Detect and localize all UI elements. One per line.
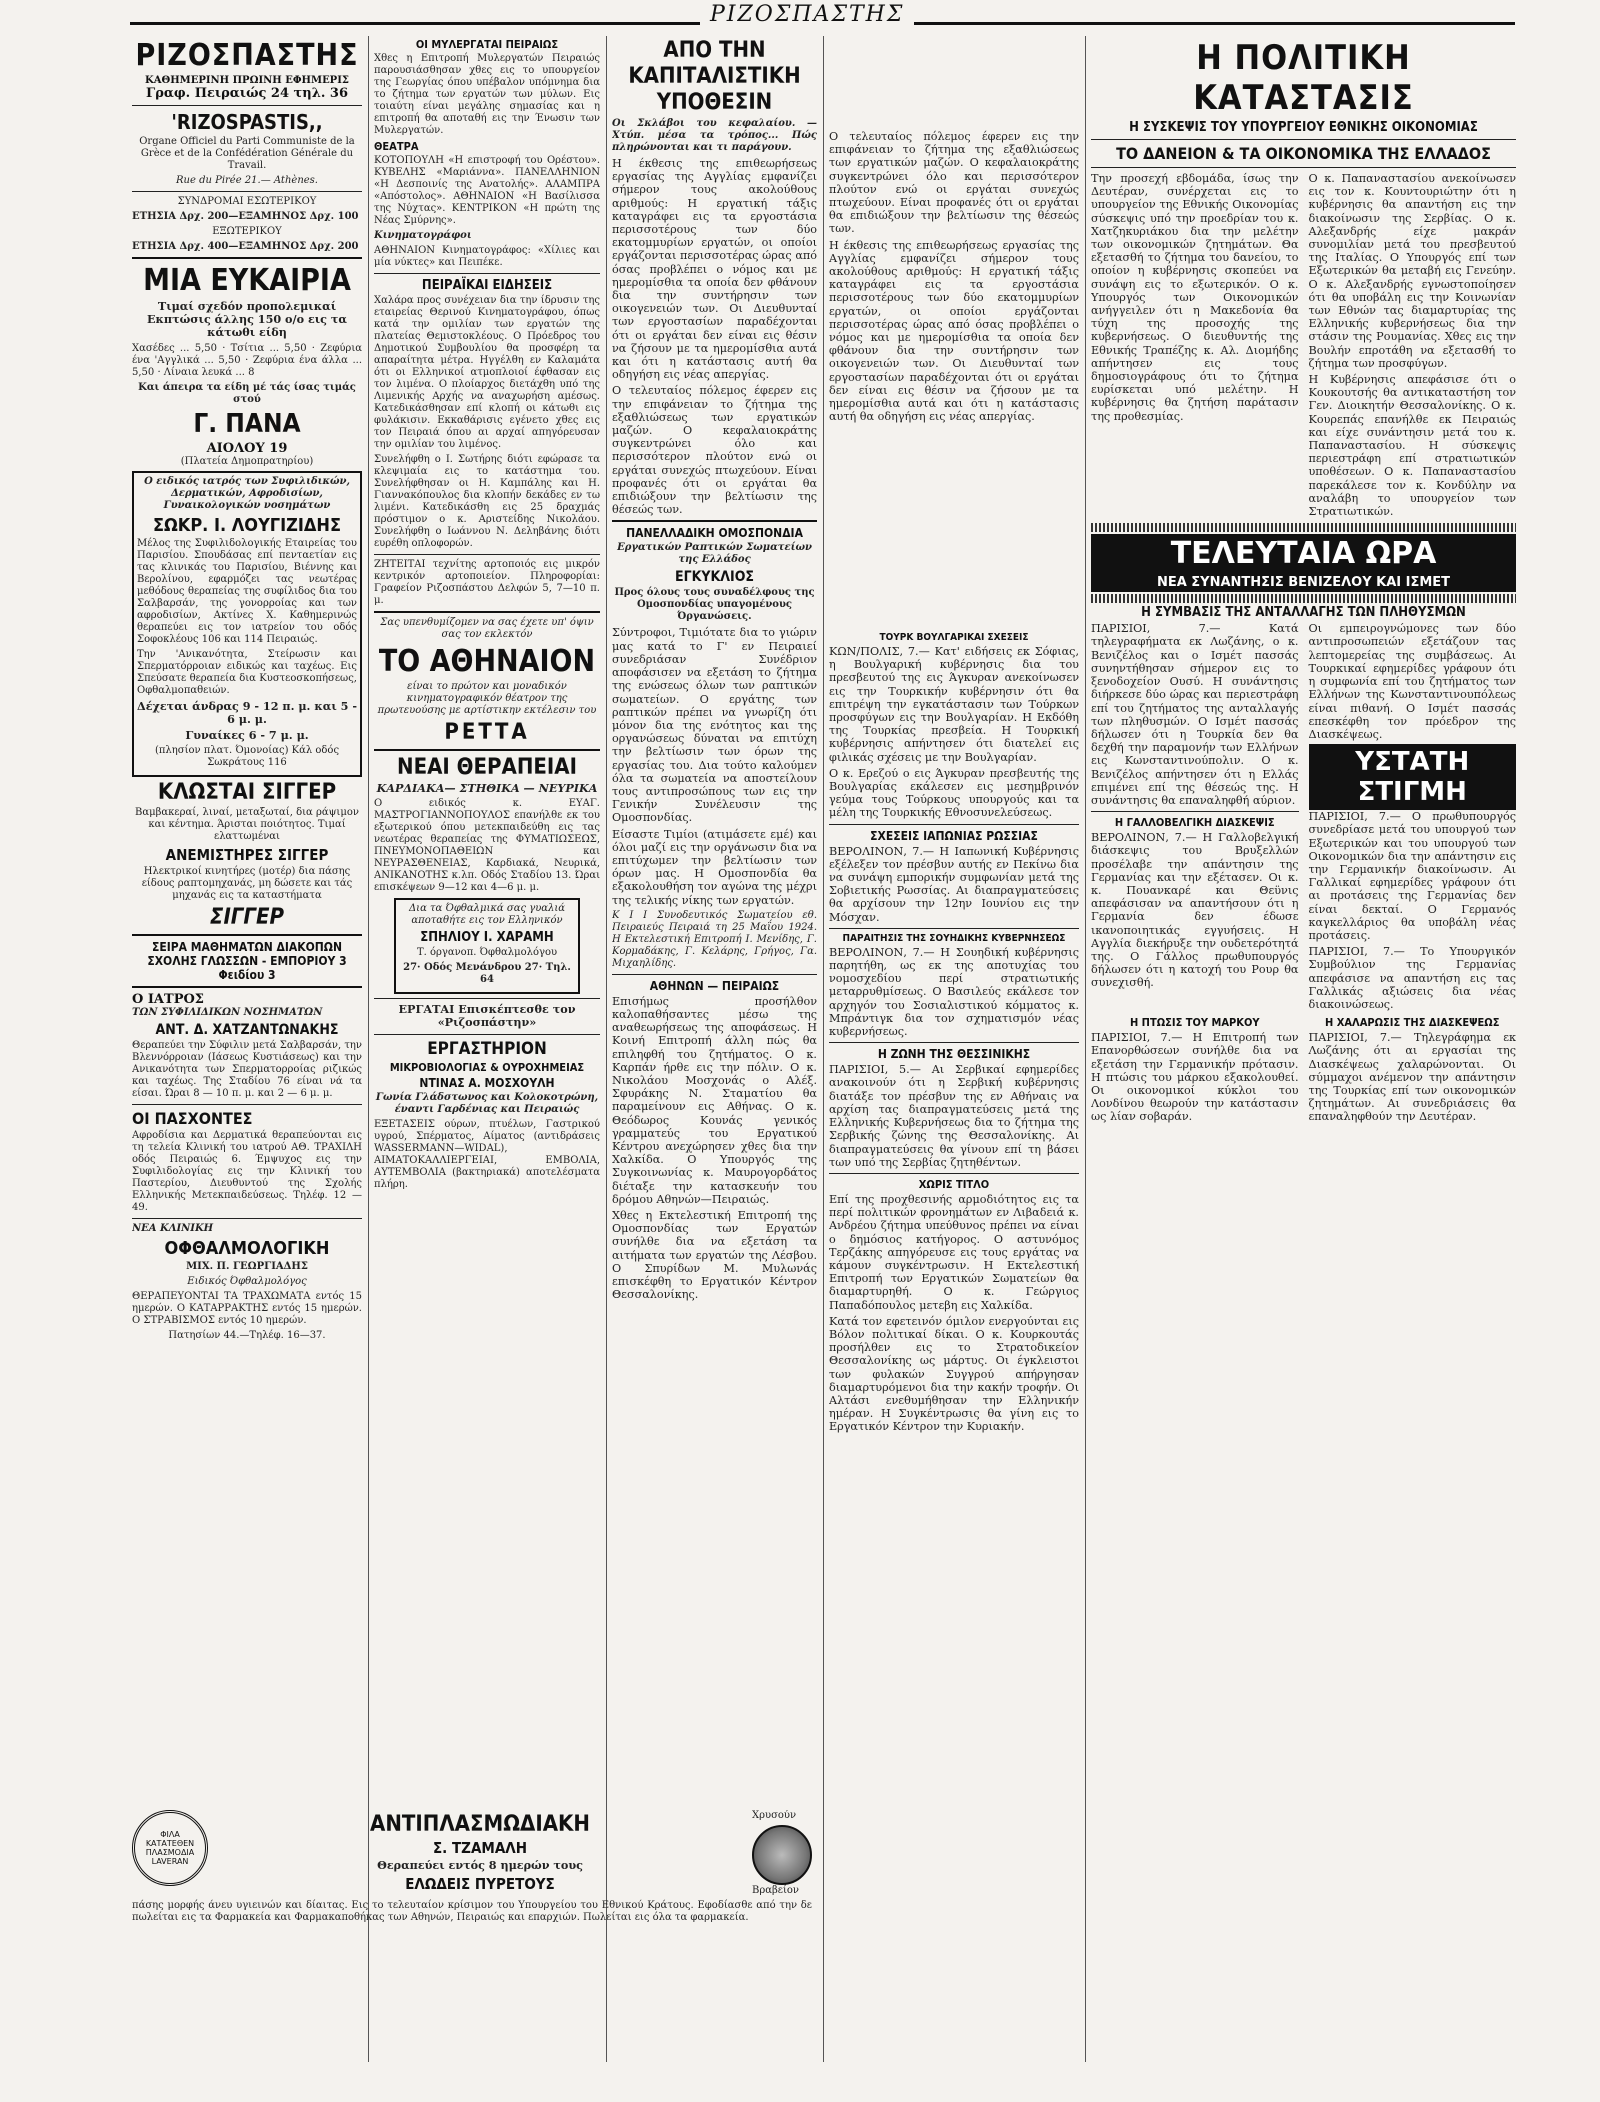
capitalist-continued-2: Η έκθεσις της επιθεωρήσεως εργασίας της Αγγλίας εμφανίζει σήμερον τους ακολούθους αριθμούς: Η εργατική τάξις καταγράφει εις τα εργοστάσια περισσοτέρους των δύο εκατομμυρίων εργατών, οι οποίοι εργάζονται περισσοτέρας ώρας από όσας προβλέπει ο νόμος και με ημερομίσθια τα οποία δεν φθάνουν δια την συντήρησιν των οικογενειών των. Οι Διευθυνταί των εργοστασίων παραδέχονται ότι οι εργάται δεν είναι εις θέσιν να ζήσουν με τα ημερομίσθια αυτά και ότι η κατάστασις αυτή θα οδηγήση εις νέας απεργίας. (829, 238, 1079, 424)
ad1-items: Χασέδες ... 5,50 · Τσίτια ... 5,50 · Ζεφύρια ένα 'Αγγλικά ... 5,50 · Ζεφύρια ένα άλλα ... 5,50 · Λίναια λευκά ... 8 (132, 342, 362, 378)
workers-ad: ΕΡΓΑΤΑΙ Επισκέπτεσθε τον «Ριζοσπάστην» (398, 1002, 576, 1030)
ad-text: Θεραπεύει εντός 8 ημερών τους (377, 1858, 583, 1872)
ad2-more: Την 'Ανικανότητα, Στείρωσιν και Σπερματόρροιαν ειδικώς και ταχέως. Εις Σπεύσατε θεραπεία δια Κυστεοσκοπήσεως, Οφθαλμοπαθειών. (137, 648, 357, 696)
cinema-heading: Κινηματογράφοι (374, 230, 472, 241)
untitled-text-2: Κατά τον εφετεινόν όμιλον ενεργούνται εις Βόλον πολιτικαί δίκαι. Ο κ. Κουρκουτάς προσήλθεν εις το Στρατοδικείον Θεσσαλονίκης ως μάρτυς. Οι έγκλειστοι των φυλακών Συγγρού απήργησαν διαμαρτυρόμενοι δια την κακήν τροφήν. Οι Αλτάσι ενεθυμήθησαν την Ελληνικήν ημέραν. Η Συγκέντρωσις θα γίνη εις το Εργατικόν Κέντρον την Κυριακήν. (829, 1314, 1079, 1434)
athens-heading: ΑΘΗΝΩΝ — ΠΕΙΡΑΙΩΣ (649, 978, 780, 993)
capitalist-continued: Ο τελευταίος πόλεμος έφερεν εις την επιφάνειαν το ζήτημα της εξαθλιώσεως των εργατικών μαζών. Ο κεφαλαιοκράτης συγκεντρώνει όλο και περισσότερον πλούτον ενώ οι εργάται συνεχώς πτωχεύουν. Είναι προφανές ότι οι εργάται θα επιδιώξουν την βελτίωσιν της θέσεώς των. (829, 130, 1079, 236)
column-5 (1091, 36, 1516, 1952)
want-ad: ΖΗΤΕΙΤΑΙ τεχνίτης αρτοποιός εις μικρόν κεντρικόν αρτοποιείον. Πληροφορίαι: Γραφείον Ριζοσπάστου Δελφών 5, 7—10 π. μ. (374, 559, 600, 606)
capitalist-subtitle: Οι Σκλάβοι του κεφαλαίου. — Χτύπ. μέσα τα τρόπος... Πώς πληρώνονται και τι παράγουν. (612, 118, 817, 153)
federation-sub: Εργατικών Ραπτικών Σωματείων της Ελλάδος (617, 542, 812, 566)
circular-text: Σύντροφοι, Τιμιότατε δια το γιώριν μας κατά το Γ' εν Πειραιεί συνεδριάσαν Συνέδριον αποφάσισεν να εξετάση το ζήτημα της ενώσεως όλων των ραπτικών σωματείων. Ο εργάτης των ραπτικών πρέπει να γνωρίζη ότι μόνον δια της ενότητος και της οργανώσεως δύναται να επιτύχη την βελτίωσιν των όρων της εργασίας του. Δια τούτο καλούμεν όλα τα σωματεία να αποστείλουν τους αντιπροσώπους των εις την Γενικήν Συνέλευσιν της Ομοσπονδίας. (612, 626, 817, 825)
politics-title: Η ΠΟΛΙΤΙΚΗ ΚΑΤΑΣΤΑΣΙΣ (1193, 38, 1414, 118)
ad6-text: Αφροδίσια και Δερματικά θεραπεύονται εις τη τελεία Κλινική του ιατρού ΑΘ. ΤΡΑΧΙΛΗ οδός Πειραιώς 6. Έμψυχος εις την Συφιλιδολογίας εις την Κλινική του Παστερίου, Διευθυντού της Σχολής Ελληνικής Μετεκπαιδεύσεως. Τηλέφ. 12 — 49. (132, 1130, 362, 1214)
seal-icon: ΦΙΛΑ ΚΑΤΑΤΕΘΕΝ ΠΛΑΣΜΟΔΙΑ LAVERAN (132, 1810, 208, 1886)
ad2-intro: Ο ειδικός ιατρός των Συφιλιδικών, Δερματικών, Αφροδισίων, Γυναικολογικών νοσημάτων (144, 475, 350, 511)
ad1-shop: Γ. ΠΑΝΑ (193, 408, 301, 439)
subs-interior-line: ΕΤΗΣΙΑ Δρχ. 200—ΕΞΑΜΗΝΟΣ Δρχ. 100 (132, 211, 359, 222)
ad7-label: ΝΕΑ ΚΛΙΝΙΚΗ (132, 1223, 214, 1235)
exchange-heading: Η ΣΥΜΒΑΣΙΣ ΤΗΣ ΑΝΤΑΛΛΑΓΗΣ ΤΩΝ ΠΛΗΘΥΣΜΩΝ (1141, 605, 1466, 621)
medal-icon (752, 1825, 812, 1885)
lab-sub: ΜΙΚΡΟΒΙΟΛΟΓΙΑΣ & ΟΥΡΟΧΗΜΕΙΑΣ (389, 1060, 585, 1074)
capitalist-text: Η έκθεσις της επιθεωρήσεως εργασίας της Αγγλίας εμφανίζει σήμερον τους ακολούθους αριθμούς: Η εργατική τάξις καταγράφει εις τα εργοστάσια περισσοτέρους των δύο εκατομμυρίων εργατών, οι οποίοι εργάζονται περισσοτέρας ώρας από όσας προβλέπει ο νόμος και με ημερομίσθια τα οποία δεν φθάνουν δια την συντήρησιν των οικογενειών των. Οι Διευθυνταί των εργοστασίων παραδέχονται ότι οι εργάται δεν είναι εις θέσιν να ζήσουν με τα ημερομίσθια αυτά και ότι η κατάστασις αυτή θα οδηγήση εις νέας απεργίας. (612, 157, 817, 382)
last-hour-sub: ΝΕΑ ΣΥΝΑΝΤΗΣΙΣ ΒΕΝΙΖΕΛΟΥ ΚΑΙ ΙΣΜΕΤ (1091, 573, 1516, 592)
confer-heading: Η ΧΑΛΑΡΩΣΙΣ ΤΗΣ ΔΙΑΣΚΕΨΕΩΣ (1325, 1016, 1500, 1030)
ad3-title: ΚΛΩΣΤΑΙ ΣΙΓΓΕΡ (157, 780, 337, 806)
foreign-address: Rue du Pirée 21.— Athènes. (176, 175, 318, 186)
ad5-name: ΑΝΤ. Δ. ΧΑΤΖΑΝΤΩΝΑΚΗΣ (155, 1022, 339, 1039)
politics-text-b: Ο κ. Παπαναστασίου ανεκοίνωσεν εις τον κ. Κουντουριώτην ότι η κυβέρνησις θα απαντήση εις την διακοίνωσιν της Σερβίας. Ο κ. Αλεξανδρής είχε μακράν συνομιλίαν μετά του πρεσβευτού της Ιταλίας. Ο Υπουργός επί των Εξωτερικών θα μεταβή εις Γενεύην. Ο κ. Αλεξανδρής εγνωστοποίησεν ότι θα υποβάλη εις την Κοινωνίαν των Εθνών τας διαμαρτυρίας της Ελληνικής κυβερνήσεως δια την στάσιν της Ρουμανίας. Χθες εις την Βουλήν επροτάθη να εξετασθή το ζήτημα των προσφύγων. (1308, 172, 1516, 370)
ad7-text: ΘΕΡΑΠΕΥΟΝΤΑΙ ΤΑ ΤΡΑΧΩΜΑΤΑ εντός 15 ημερών. Ο ΚΑΤΑΡΡΑΚΤΗΣ εντός 15 ημερών. Ο ΣΤΡΑΒΙΣΜΟΣ εντός 10 ημερών. (132, 1291, 362, 1327)
ad5-text: Θεραπεύει την Σύφιλιν μετά Σαλβαρσάν, την Βλεννόρροιαν (Ιάσεως Κυστιάσεως) και την Ανικανότητα των Σπερματορροίας ριζικώς και ταχέως. Της Σταδίου 76 είναι νά τα είσαι. Ώραι 8 — 10 π. μ. και 2 — 6 μ. μ. (132, 1040, 362, 1100)
circular-sign: Κ Ι Ι Συνοδευτικός Σωματείου εθ. Πειραιεύς Πειραιά τη 25 Μαΐου 1924. Η Εκτελεστική Επιτροπή Ι. Μενίδης, Γ. Κορμαδάκης, Γ. Κελάρης, Γρήγος, Γα. Μιχαηλίδης. (612, 909, 817, 969)
medal-label-2: Βραβείον (752, 1885, 799, 1896)
gb-text: ΒΕΡΟΛΙΝΟΝ, 7.— Η Γαλλοβελγική διάσκεψις του Βρυξελλών προσέλαβε την απάντησιν της Γερμανίας και την εξέτασεν. Οι κ. κ. Πουανκαρέ και Θεϋνις απεφάσισαν να απαντήσουν ότι η Γερμανία δεν έδωσε ικανοποιητικάς εγγυήσεις. Η Αγγλία διεκήρυξε την ουδετερότητά της. Ο Γάλλος πρωθυπουργός δήλωσεν ότι η κατοχή του Ρουρ θα συνεχισθή. (1091, 831, 1299, 990)
column-rule (606, 36, 607, 2062)
glasses-name: ΣΠΗΛΙΟΥ Ι. ΧΑΡΑΜΗ (420, 930, 554, 946)
athenaion-name: ΡΕΤΤΑ (444, 720, 530, 745)
foreign-name: 'RIZOSPASTIS,, (171, 110, 323, 134)
cinema-text: ΑΘΗΝΑΙΟΝ Κινηματογράφος: «Χίλιες και μία νύκτες» και Πειπέκε. (374, 245, 600, 268)
ad6-title: ΟΙ ΠΑΣΧΟΝΤΕΣ (132, 1109, 253, 1129)
last-hour-banner: ΤΕΛΕΥΤΑΙΑ ΩΡΑ (1091, 534, 1516, 573)
column-rule (823, 36, 824, 2062)
ad1-address2: (Πλατεία Δημοπρατηρίου) (180, 455, 314, 467)
ad1-more: Και άπειρα τα είδη μέ τάς ίσας τιμάς στού (138, 381, 356, 405)
column-3b (829, 130, 1079, 620)
lab-address: Γωνία Γλάδστωνος και Κολοκοτρώνη, έναντι Γαρδένιας και Πειραιώς (375, 1091, 599, 1115)
workers-heading: ΟΙ ΜΥΛΕΡΓΑΤΑΙ ΠΕΙΡΑΙΩΣ (415, 38, 559, 51)
gb-heading: Η ΓΑΛΛΟΒΕΛΓΙΚΗ ΔΙΑΣΚΕΨΙΣ (1114, 816, 1275, 830)
therapies-title: ΝΕΑΙ ΘΕΡΑΠΕΙΑΙ (397, 755, 577, 780)
piraeus-heading: ΠΕΙΡΑΪΚΑΙ ΕΙΔΗΣΕΙΣ (421, 278, 553, 293)
ad1-title: ΜΙΑ ΕΥΚΑΙΡΙΑ (143, 263, 351, 298)
paper-address: Γραφ. Πειραιώς 24 τηλ. 36 (146, 86, 348, 101)
last-moment-text: ΠΑΡΙΣΙΟΙ, 7.— Ο πρωθυπουργός συνεδρίασε μετά του υπουργού των Εξωτερικών και του υπουργού των Οικονομικών δια την απάντησιν εις την Γερμανικήν διακοίνωσιν. Αι Γαλλικαί εφημερίδες γράφουν ότι αι προτάσεις της Γερμανίας δεν είναι δεκταί. Ο Γερμανός καγκελλάριος θα υποβάλη νέας προτάσεις. (1308, 810, 1516, 942)
lab-text: ΕΞΕΤΑΣΕΙΣ ούρων, πτυέλων, Γαστρικού υγρού, Σπέρματος, Αίματος (αντιδράσεις WASSERMANN—WIDAL), ΑΙΜΑΤΟΚΑΛΛΙΕΡΓΕΙΑΙ, ΕΜΒΟΛΙΑ, ΑΥΤΕΜΒΟΛΙΑ (βακτηριακά) αποτελέσματα πλήρη. (374, 1118, 600, 1190)
last-moment-banner: ΥΣΤΑΤΗ ΣΤΙΓΜΗ (1309, 744, 1517, 810)
workers-text: Χθες η Επιτροπή Μυλεργατών Πειραιώς παρουσιάσθησαν χθες εις το υπουργείον της Γεωργίας όπου υπέβαλον υπόμνημα δια το ζήτημα των εργατών των μύλων. Εις τοιαύτη είναι μεγάλης σημασίας και η επιτροπή θα αποταθή εις την Ένωσιν των Μυλεργατών. (374, 53, 600, 136)
federation-heading: ΠΑΝΕΛΛΑΔΙΚΗ ΟΜΟΣΠΟΝΔΙΑ (626, 526, 803, 541)
paper-name: ΡΙΖΟΣΠΑΣΤΗΣ (135, 38, 359, 73)
column-rule (368, 36, 369, 2062)
politics-text-a: Την προσεχή εβδομάδα, ίσως την Δευτέραν, συνέρχεται εις το υπουργείον της Εθνικής Οικονομίας σύσκεψις υπό την προεδρίαν του κ. Χατζηκυριάκου δια την μελέτην των οικονομικών ζητημάτων. Θα εξετασθή το ζήτημα του δανείου, το οποίον η κυβέρνησις σκοπεύει να συνάψη εις το εξωτερικόν. Ο κ. Υπουργός των Οικονομικών ανήγγειλεν ότι η Μακεδονία θα τύχη της προσοχής της κυβερνήσεως. Ο διευθυντής της Εθνικής Τραπέζης κ. Αλ. Διομήδης απήντησεν εις τους δημοσιογράφους ότι το ζήτημα ευρίσκεται υπό μελέτην. Η κυβέρνησις θα ζητήση παράτασιν της προθεσμίας. (1091, 172, 1299, 423)
capitalist-text-2: Ο τελευταίος πόλεμος έφερεν εις την επιφάνειαν το ζήτημα της εξαθλιώσεως των εργατικών μαζών. Ο κεφαλαιοκράτης συγκεντρώνει όλο και περισσότερον πλούτον ενώ οι εργάται συνεχώς πτωχεύουν. Είναι προφανές ότι οι εργάται θα επιδιώξουν την βελτίωσιν της θέσεώς των. (612, 384, 817, 517)
therapies-sub: ΚΑΡΔΙΑΚΑ— ΣΤΗΘΙΚΑ — ΝΕΥΡΙΚΑ (376, 781, 598, 795)
glasses-text: Δια τα Όφθαλμικά σας γυαλιά αποταθήτε εις τον Ελληνικόν (408, 903, 566, 927)
mark-heading: Η ΠΤΩΣΙΣ ΤΟΥ ΜΑΡΚΟΥ (1129, 1016, 1260, 1030)
politics-subtitle: Η ΣΥΣΚΕΨΙΣ ΤΟΥ ΥΠΟΥΡΓΕΙΟΥ ΕΘΝΙΚΗΣ ΟΙΚΟΝΟΜΙΑΣ (1129, 120, 1478, 135)
japan-heading: ΣΧΕΣΕΙΣ ΙΑΠΩΝΙΑΣ ΡΩΣΣΙΑΣ (870, 828, 1038, 843)
exchange-text: ΠΑΡΙΣΙΟΙ, 7.— Κατά τηλεγραφήματα εκ Λωζάνης, ο κ. Βενιζέλος και ο Ισμέτ πασσάς συνηντήθησαν σήμερον εις το ξενοδοχείον Ουσύ. Η συνάντησις διήρκεσε δύο ώρας και περιεστράφη επί του ζητήματος της ανταλλαγής των πληθυσμών. Ο Ισμέτ πασσάς δήλωσεν ότι η Τουρκία δεν θα δεχθή την παραμονήν των Ελλήνων εις Κωνσταντινούπολιν. Ο κ. Βενιζέλος απήντησεν ότι η Ελλάς επιμένει επί της θέσεώς της. Η συνάντησις θα επαναληφθή αύριον. (1091, 622, 1299, 807)
ad5-spec: ΤΩΝ ΣΥΦΙΛΙΔΙΚΩΝ ΝΟΣΗΜΑΤΩΝ (132, 1007, 323, 1019)
athenaion-title: ΤΟ ΑΘΗΝΑΙΟΝ (378, 644, 596, 679)
subs-interior: ΣΥΝΔΡΟΜΑΙ ΕΣΩΤΕΡΙΚΟΥ (177, 196, 317, 207)
lab-name: ΝΤΙΝΑΣ Α. ΜΟΣΧΟΥΛΗ (419, 1075, 555, 1090)
turkbulg-heading: ΤΟΥΡΚ ΒΟΥΛΓΑΡΙΚΑΙ ΣΧΕΣΕΙΣ (879, 632, 1029, 643)
theatre-text: ΚΟΤΟΠΟΥΛΗ «Η επιστροφή του Ορέστου». ΚΥΒΕΛΗΣ «Μαριάννα». ΠΑΝΕΛΛΗΝΙΟΝ «Η Δεσποινίς της Ανατολής». ΑΛΑΜΠΡΑ «Απόστολος». ΑΘΗΝΑΙΟΝ «Η Βασίλισσα της Νύχτας». ΚΕΝΤΡΙΚΟΝ «Η πρώτη της Νέας Σμύρνης». (374, 155, 600, 226)
ad-text-2: ΕΛΩΔΕΙΣ ΠΥΡΕΤΟΥΣ (405, 1875, 555, 1894)
ad7-sub: Ειδικός Όφθαλμολόγος (187, 1276, 307, 1288)
ad5-label: Ο ΙΑΤΡΟΣ (132, 992, 204, 1008)
circular-sub: Προς όλους τους συναδέλφους της Ομοσπονδίας υπαγομένους Όργανώσεις. (614, 587, 815, 623)
ad7-doctor: ΜΙΧ. Π. ΓΕΩΡΓΙΑΔΗΣ (186, 1261, 308, 1273)
column-4 (829, 630, 1079, 2012)
subs-exterior: ΕΞΩΤΕΡΙΚΟΥ (212, 226, 282, 237)
glasses-address: 27· Οδός Μενάνδρου 27· Τηλ. 64 (403, 962, 571, 986)
ad1-text: Τιμαί σχεδόν προπολεμικαί Εκπτώσις άλλης 150 ο/ο εις τα κάτωθι είδη (147, 299, 347, 340)
theatre-heading: ΘΕΑΤΡΑ (374, 140, 419, 153)
ad2-box (132, 471, 362, 778)
last-moment-text-2: ΠΑΡΙΣΙΟΙ, 7.— Το Υπουργικόν Συμβούλιον της Γερμανίας απεφάσισε να απαντήση εις τας Γαλλικάς αξιώσεις δια νέας διακοινώσεως. (1308, 945, 1516, 1011)
sweden-text: ΒΕΡΟΛΙΝΟΝ, 7.— Η Σουηδική κυβέρνησις παρητήθη, ως εκ της αποτυχίας του νομοσχεδίου περί στρατιωτικής μεταρρυθμίσεως. Ο Βασιλεύς εκάλεσε τον αρχηγόν του Σοσιαλιστικού κόμματος κ. Μπράντιγκ δια τον σχηματισμόν νέας κυβερνήσεως. (829, 945, 1079, 1039)
ad2-hours2: Γυναίκες 6 - 7 μ. μ. (185, 728, 309, 743)
ad1-address: ΑΙΟΛΟΥ 19 (206, 440, 288, 456)
column-rule (1085, 36, 1086, 2062)
japan-text: ΒΕΡΟΛΙΝΟΝ, 7.— Η Ιαπωνική Κυβέρνησις εξέλεξεν τον πρέσβυν αυτής εν Πεκίνω δια να συνάψη εμπορικήν συμφωνίαν μετά της Σοβιετικής Ρωσσίας. Αι διαπραγματεύσεις θα αρχίσουν την 12ην Ιουνίου εις την Μόσχαν. (829, 844, 1079, 924)
capitalist-title: ΑΠΟ ΤΗΝ ΚΑΠΙΤΑΛΙΣΤΙΚΗ ΥΠΟΘΕΣΙΝ (628, 38, 801, 115)
paper-subtitle: ΚΑΘΗΜΕΡΙΝΗ ΠΡΩΙΝΗ ΕΦΗΜΕΡΙΣ (145, 75, 349, 86)
ad2-name: ΣΩΚΡ. Ι. ΛΟΥΓΙΖΙΔΗΣ (152, 514, 342, 536)
masthead-title: ΡΙΖΟΣΠΑΣΤΗΣ (700, 2, 914, 27)
ad-name: Σ. ΤΖΑΜΑΛΗ (432, 1839, 528, 1857)
athens-text-2: Χθες η Εκτελεστική Επιτροπή της Ομοσπονδίας των Εργατών συνήλθε δια να εξετάση τα αιτήματα των εργατών της Λέσβου. Ο Σπυρίδων Μ. Μυλωνάς επισκέφθη το Εργατικόν Κέντρον Θεσσαλονίκης. (612, 1209, 817, 1302)
untitled-heading: ΧΩΡΙΣ ΤΙΤΛΟ (918, 1177, 990, 1191)
ad2-address: (πλησίον πλατ. Όμονοίας) Κάλ οδός Σωκράτους 116 (154, 745, 340, 769)
glasses-sub: Τ. όργανοπ. Όφθαλμολόγου (416, 947, 558, 959)
ad7-title: ΟΦΘΑΛΜΟΛΟΓΙΚΗ (164, 1238, 330, 1260)
mark-text: ΠΑΡΙΣΙΟΙ, 7.— Η Επιτροπή των Επανορθώσεων συνήλθε δια να εξετάση την Γερμανικήν πρότασιν. Η πτώσις του μάρκου εξακολουθεί. Οι οικονομικοί κύκλοι του Λονδίνου θεωρούν την κατάστασιν ως λίαν σοβαράν. (1091, 1031, 1299, 1124)
sweden-heading: ΠΑΡΑΙΤΗΣΙΣ ΤΗΣ ΣΟΥΗΔΙΚΗΣ ΚΥΒΕΡΝΗΣΕΩΣ (842, 932, 1066, 944)
subs-exterior-line: ΕΤΗΣΙΑ Δρχ. 400—ΕΞΑΜΗΝΟΣ Δρχ. 200 (132, 241, 359, 252)
zone-text: ΠΑΡΙΣΙΟΙ, 5.— Αι Σερβικαί εφημερίδες ανακοινούν ότι η Σερβική κυβέρνησις διατάξε τον πρέσβυν της εν Αθήναις να αρχίση τας διαπραγματεύσεις μετά της Ελληνικής Κυβερνήσεως δια το ζήτημα της Σερβικής ζώνης της Θεσσαλονίκης. Αι διαπραγματεύσεις θα γίνουν επί τη βάσει των υπό της Σερβίας ζητηθέντων. (829, 1063, 1079, 1169)
column-3 (612, 36, 817, 2012)
ad2-text: Μέλος της Συφιλιδολογικής Εταιρείας του Παρισίου. Σπουδάσας επί πενταετίαν εις τας κλινικάς του Παρισίου, Βιέννης και Βερολίνου, εφαρμόζει τας νεωτέρας μεθόδους θεραπείας της συφίλιδος δια του Σαλβαρσάν, της γονορροίας και των αφροδισίων, Ακτίνες Χ. Καθημερινώς θεραπεύει εις τον ιατρείον του οδός Σοφοκλέους 106 και 114 Πειραιώς. (137, 537, 357, 645)
turkbulg-text-2: Ο κ. Ερεζού ο εις Άγκυραν πρεσβευτής της Βουλγαρίας εκάλεσεν εις μεσημβρινόν γεύμα τους Τούρκους υπουργούς και τα μέλη της Τουρκικής Εθνοσυνελεύσεως. (829, 766, 1079, 820)
athenaion-intro: Σας υπενθυμίζομεν να σας έχετε υπ' όψιν σας τον εκλεκτόν (380, 617, 594, 640)
circular-heading: ΕΓΚΥΚΛΙΟΣ (674, 569, 755, 586)
confer-text: ΠΑΡΙΣΙΟΙ, 7.— Τηλεγράφημα εκ Λωζάνης ότι αι εργασίαι της Διασκέψεως χαλαρώνονται. Οι σύμμαχοι ανέμενον την απάντησιν της Τουρκίας επί των οικονομικών ζητημάτων. Αι συνεδριάσεις θα επαναληφθούν την Δευτέραν. (1308, 1031, 1516, 1124)
zone-heading: Η ΖΩΝΗ ΤΗΣ ΘΕΣΣΙΝΙΚΗΣ (877, 1047, 1031, 1062)
foreign-subtitle: Organe Officiel du Parti Communiste de la Grèce et de la Confédération Générale du Travail. (139, 136, 355, 171)
medal-label-1: Χρυσούν (752, 1810, 797, 1821)
ad7-address: Πατησίων 44.—Τηλέφ. 16—37. (168, 1330, 326, 1342)
ad3-text2: Ηλεκτρικοί κινητήρες (μοτέρ) δια πάσης είδους ραπτομηχανάς, μη δώσετε και τάς μηχανάς εις τα καταστήματα (141, 866, 353, 902)
politics-subtitle-2: ΤΟ ΔΑΝΕΙΟΝ & ΤΑ ΟΙΚΟΝΟΜΙΚΑ ΤΗΣ ΕΛΛΑΔΟΣ (1116, 144, 1491, 163)
turkbulg-text: ΚΩΝ/ΠΟΛΙΣ, 7.— Κατ' ειδήσεις εκ Σόφιας, η Βουλγαρική κυβέρνησις δια του πρεσβευτού της εις Άγκυραν ανεκοίνωσεν εις την Τουρκικήν κυβέρνησιν ότι θα επιτρέψη την εγκατάστασιν των Τούρκων προσφύγων εις την Βουλγαρίαν. Η Εκδόθη της Τουρκίας πρεσβεία. Η Τουρκική κυβέρνησις απήντησεν ότι διατελεί εις φιλικάς σχέσεις με την Βουλγαρίαν. (829, 645, 1079, 764)
athenaion-text: είναι το πρώτον και μοναδικόν κινηματογραφικόν θέατρον της πρωτευούσης με αρτίστικην εκτέλεσιν του (377, 681, 597, 716)
ad2-hours: Δέχεται άνδρας 9 - 12 π. μ. και 5 - 6 μ. μ. (137, 698, 357, 726)
ad4: ΣΕΙΡΑ ΜΑΘΗΜΑΤΩΝ ΔΙΑΚΟΠΩΝ ΣΧΟΛΗΣ ΓΛΩΣΣΩΝ - ΕΜΠΟΡΙΟΥ 3 Φειδίου 3 (147, 940, 347, 983)
lab-title: ΕΡΓΑΣΤΗΡΙΟΝ (427, 1038, 547, 1059)
column-2 (374, 36, 600, 1932)
untitled-text: Επί της προχθεσινής αρμοδιότητος εις τα περί πολιτικών φρονημάτων εν Λιβαδειά κ. Ανδρέου ζήτημα υπεύθυνος πρέπει να είναι ο δημόσιος κατήγορος. Ο αστυνόμος Τερζάκης απηγόρευσε εις τους εργάτας να κάμουν συγκέντρωσιν. Η Εκτελεστική Επιτροπή των Εργατικών Σωματείων θα διαμαρτυρηθή. Ο κ. Γεώργιος Παπαδόπουλος μετεβη εις Χαλκίδα. (829, 1192, 1079, 1312)
ad-small-text: πάσης μορφής άνευ υγιεινών και δίαιτας. Εις το τελευταίον κρίσιμον του Υπουργείου του Εθνικού Κράτους. Εφοδίασθε από την δε πωλείται εις τα Φαρμακεία και Φαρμακαποθήκας των Αθηνών, Πειραιώς και επαρχιών. Πωλείται εις όλα τα φαρμακεία. (132, 1900, 812, 1923)
column-1 (132, 36, 362, 2062)
glasses-ad (394, 898, 580, 994)
piraeus-text: Χαλάρα προς συνέχειαν δια την ίδρυσιν της εταιρείας Θερινού Κινηματογράφου, όπως κατά την ομιλίαν των εργατών της πλατείας Θεμιστοκλέους. Ο Πρόεδρος του Δημοτικού Συμβουλίου θα προσφέρη τα απαραίτητα μέτρα. Ηγγέλθη εν Καλαμάτα ότι οι Ελληνικοί ατμοπλοιοί έφθασαν εις τον λιμένα. Ο πλοίαρχος διετάχθη υπό της Λιμενικής Αρχής να αναχωρήση αμέσως. Κατεδικάσθησαν επί κλοπή οι κάτωθι εις φυλάκισιν. Εκκαθάρισις εγένετο χθες εις τον Πειραιά όπου αι αρχαί απηγόρευσαν την ομιλίαν του λιμένος. (374, 295, 600, 450)
athens-text: Επισήμως προσήλθον καλοπαθήσαντες μέσω της αναθεωρήσεως της αποφάσεως. Η Κοινή Επιτροπή άλλη πώς θα επιληφθή του ζητήματος. Ο κ. Καρπάν ήρθε εις την πόλιν. Ο κ. Νικολάου Μοσχονάς ο Αλέξ. Σφυράκης Ν. Σταματίου θα παραμείνουν εις Αθήνας. Ο κ. Θεόδωρος Κουνάς γενικός γραμματεύς του Εργατικού Κέντρου ανεχώρησεν χθες δια την Χαλκίδα. Ο Υπουργός της Συγκοινωνίας κ. Μαυρογορδάτος διέταξε την κατασκευήν του δρόμου Αθηνών—Πειραιώς. (612, 994, 817, 1206)
antiplasmodial-ad (132, 1810, 812, 2060)
ad3-brand: ΣΙΓΓΕΡ (209, 905, 285, 931)
ad-title: ΑΝΤΙΠΛΑΣΜΩΔΙΑΚΗ (370, 1812, 590, 1837)
exchange-text-2: Οι εμπειρογνώμονες των δύο αντιπροσωπειών εξετάζουν τας λεπτομερείας της συμβάσεως. Αι Τουρκικαί εφημερίδες γράφουν ότι η συμφωνία επί του ζητήματος των Ελλήνων της Κωνσταντινουπόλεως είναι πιθανή. Ο Ισμέτ πασσάς επεσκέφθη τον πρόεδρον της Διασκέψεως. (1308, 622, 1516, 741)
ad3-text: Βαμβακεραί, λιναί, μεταξωταί, δια ράψιμον και κέντημα. Άρισται ποιότητος. Τιμαί ελαττωμέναι (135, 807, 359, 843)
therapies-text: Ο ειδικός κ. ΕΥΑΓ. ΜΑΣΤΡΟΓΙΑΝΝΟΠΟΥΛΟΣ επανήλθε εκ του εξωτερικού όπου μετεκπαιδεύθη εις τας νεωτέρας θεραπείας της ΦΥΜΑΤΙΩΣΕΩΣ, ΠΝΕΥΜΟΝΟΠΑΘΕΙΩΝ και ΝΕΥΡΑΣΘΕΝΕΙΑΣ, Καρδιακά, Νευρικά, ΑΝΙΚΑΝΟΤΗΣ κ.λπ. Οδός Σταδίου 13. Ώραι επισκέψεων 9—12 και 4—6 μ. μ. (374, 798, 600, 894)
ad3-title2: ΑΝΕΜΙΣΤΗΡΕΣ ΣΙΓΓΕΡ (165, 846, 329, 865)
politics-text-c: Η Κυβέρνησις απεφάσισε ότι ο Κουκουτσής θα αντικαταστήση τον Γεν. Διοικητήν Θεσσαλονίκης. Ο κ. Κουρεπάς επανήλθε εκ Πειραιώς και είχε συνάντησιν μετά του κ. Παπαναστασίου. Η σύσκεψις περιεστράφη επί στρατιωτικών υποθέσεων. Ο κ. Παπαναστασίου παρεκάλεσε τον κ. Κονδύλην να αναλάβη το υπουργείον των Στρατιωτικών. (1308, 373, 1516, 519)
piraeus-text-2: Συνελήφθη ο Ι. Σωτήρης διότι εφώρασε τα κλεψιμαία εις το κατάστημα του. Συνελήφθησαν οι Η. Καμπάλης και Η. Γιαννακόπουλος δια κλοπήν δεκάδες εν τω λιμένι. Κατεδικάσθη εις 25 δραχμάς πρόστιμον ο κ. Αριστείδης Νικολάου. Συνελήφθη ο Ιωάννου Ν. Δεληβάνης διότι ευρέθη οπλοφορών. (374, 454, 600, 549)
circular-text-2: Είσαστε Τιμίοι (ατιμάσετε εμέ) και όλοι μαζί εις την οργάνωσιν δια να επιτύχωμεν την βελτίωσιν των όρων μας. Η Ομοσπονδία θα εξακολουθήση τον αγώνα της μέχρι της τελικής νίκης των εργατών. (612, 827, 817, 907)
